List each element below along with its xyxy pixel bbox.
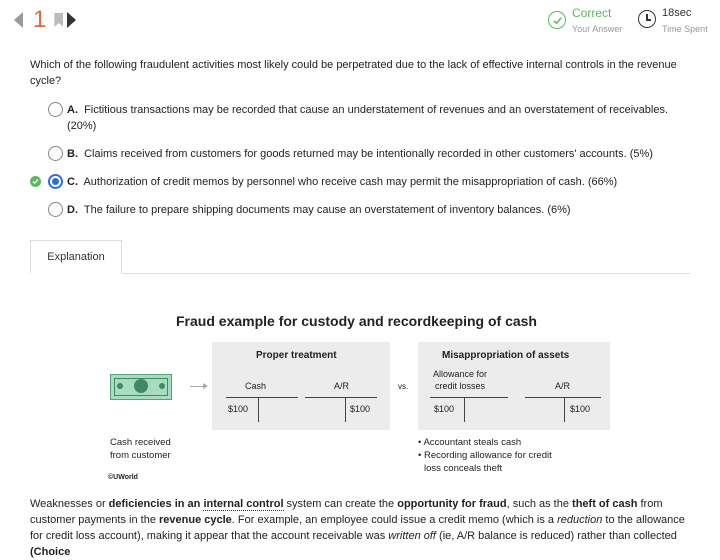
choice-a[interactable] (48, 102, 688, 134)
choice-percent: (6%) (547, 204, 571, 216)
vs-label: vs. (398, 382, 409, 391)
choice-c[interactable] (48, 174, 617, 190)
cash-debit: $100 (228, 404, 249, 414)
theft-bullets: • Accountant steals cash • Recording allowance for credit loss conceals theft (418, 437, 552, 474)
t-account-line (525, 397, 601, 398)
time-value: 18sec (662, 7, 692, 19)
tab-explanation[interactable]: Explanation (30, 240, 122, 274)
time-sub: Time Spent (662, 24, 708, 34)
status-label: Correct (572, 6, 612, 20)
choice-letter: D. (67, 204, 78, 216)
explanation-paragraph: Weaknesses or deficiencies in an internal control system can create the opportunity for fraud, such as the theft of cash from customer payments in the revenue cycle. For example, an employee could issue a credit memo (which is a reduction to the allowance for credit loss account), making it appear that the account receivable was written off (ie, A/R balance is reduced) rather than collected (Choice (30, 498, 685, 558)
proper-treatment-box (212, 342, 390, 430)
allowance-account-line2: credit losses (435, 381, 486, 391)
misappropriation-box (418, 342, 610, 430)
choice-text: Claims received from customers for goods returned may be intentionally recorded in other customers' accounts. (84, 148, 627, 160)
ar-credit: $100 (350, 404, 371, 414)
ar-account: A/R (334, 381, 350, 391)
figure-title: Fraud example for custody and recordkeeping of cash (176, 313, 537, 329)
answer-status (548, 6, 622, 34)
cash-bill-icon (110, 374, 172, 400)
question-navigation (14, 8, 76, 32)
choice-percent: (5%) (629, 148, 653, 160)
allowance-debit: $100 (434, 404, 455, 414)
choice-letter: A. (67, 104, 78, 116)
previous-question-icon[interactable] (14, 12, 23, 28)
radio-button[interactable] (48, 202, 63, 217)
proper-heading: Proper treatment (256, 350, 337, 361)
t-account-line (226, 397, 298, 398)
choice-b[interactable] (48, 146, 653, 162)
t-account-divider (345, 397, 346, 422)
next-question-icon[interactable] (67, 12, 76, 28)
question-number: 1 (33, 6, 47, 33)
copyright: ©UWorld (108, 474, 138, 481)
radio-button[interactable] (48, 146, 63, 161)
arrow-icon (190, 386, 206, 387)
check-circle-icon (548, 11, 566, 29)
choice-percent: (20%) (67, 120, 97, 132)
ar-credit: $100 (570, 404, 591, 414)
top-bar (0, 0, 720, 42)
t-account-line (430, 397, 508, 398)
cash-account: Cash (245, 381, 267, 391)
choice-d[interactable] (48, 202, 571, 218)
ar-account: A/R (555, 381, 571, 391)
radio-button-selected[interactable] (48, 174, 63, 189)
correct-check-icon (30, 176, 41, 187)
choice-text: Fictitious transactions may be recorded that cause an understatement of revenues and an overstatement of receivables. (84, 104, 668, 116)
clock-icon (638, 10, 656, 28)
tab-divider (30, 273, 690, 274)
choice-text: The failure to prepare shipping documents may cause an overstatement of inventory balances. (83, 204, 545, 216)
choice-text: Authorization of credit memos by personnel who receive cash may permit the misappropriation of cash. (83, 176, 585, 188)
time-spent (638, 6, 708, 34)
misappropriation-heading: Misappropriation of assets (442, 350, 570, 361)
t-account-divider (258, 397, 259, 422)
status-sub: Your Answer (572, 24, 623, 34)
t-account-divider (564, 397, 565, 422)
question-text: Which of the following fraudulent activities most likely could be perpetrated due to the lack of effective internal controls in the revenue cycle? (30, 59, 677, 87)
cash-caption: Cash received from customer (110, 437, 171, 461)
allowance-account-line1: Allowance for (433, 369, 488, 379)
radio-button[interactable] (48, 102, 63, 117)
flag-icon[interactable] (54, 13, 63, 27)
choice-percent: (66%) (587, 176, 618, 188)
t-account-line (305, 397, 377, 398)
choice-letter: C. (67, 176, 78, 188)
choice-letter: B. (67, 148, 78, 160)
t-account-divider (464, 397, 465, 422)
